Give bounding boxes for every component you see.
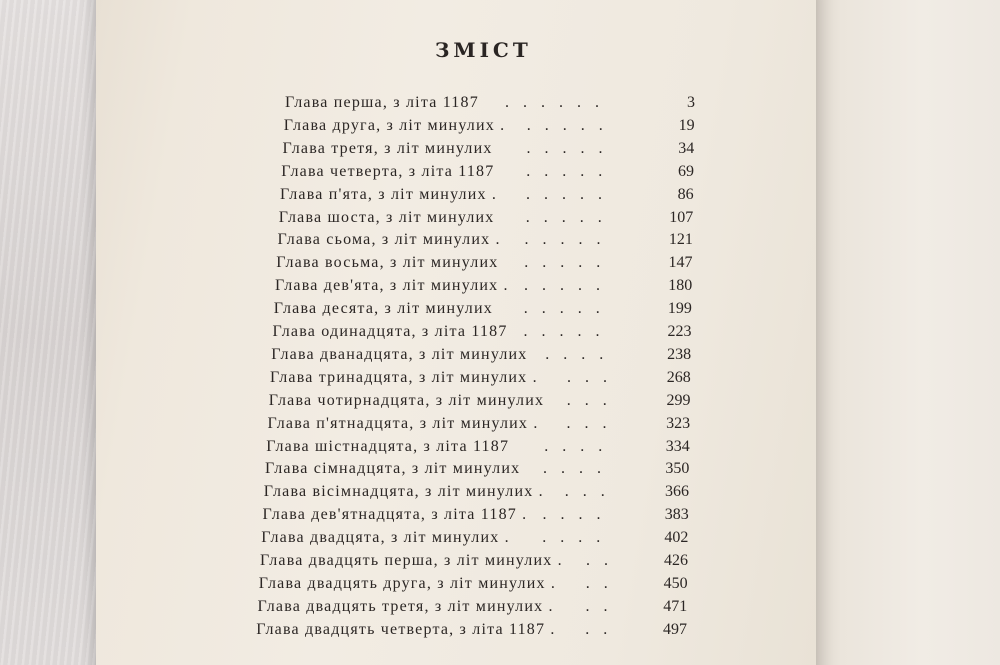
- toc-entry-page: 450: [663, 574, 688, 592]
- toc-entry: [285, 94, 695, 116]
- toc-entry-label: Глава шістнадцята, з літа 1187: [266, 437, 510, 455]
- toc-entry-page: 3: [687, 94, 695, 111]
- toc-entry: [273, 323, 692, 345]
- toc-entry: [261, 529, 688, 551]
- leader-dots: .....: [526, 185, 616, 203]
- toc-entry-label: Глава третя, з літ минулих: [282, 139, 493, 157]
- toc-entry: [274, 300, 692, 322]
- toc-entry-label: Глава дев'ята, з літ минулих .: [275, 277, 509, 295]
- toc-entry-page: 268: [666, 368, 691, 386]
- leader-dots: ...: [566, 391, 621, 409]
- toc-entry: [278, 231, 693, 253]
- leader-dots: ....: [544, 437, 617, 455]
- leader-dots: ....: [545, 345, 618, 363]
- toc-entry: [259, 575, 688, 597]
- toc-entry-page: 180: [668, 277, 693, 295]
- toc-entry-page: 223: [667, 323, 692, 340]
- toc-entry: [279, 209, 694, 231]
- toc-entry-page: 350: [665, 460, 690, 478]
- toc-entry-page: 334: [665, 437, 690, 455]
- toc-entry-label: Глава сімнадцята, з літ минулих: [265, 460, 521, 478]
- leader-dots: .....: [526, 116, 617, 134]
- toc-entry-label: Глава друга, з літ минулих .: [283, 116, 506, 134]
- toc-entry-label: Глава восьма, з літ минулих: [276, 254, 499, 272]
- leader-dots: .....: [523, 323, 614, 340]
- toc-entry: [266, 438, 690, 460]
- toc-entry: [271, 346, 691, 368]
- toc-entry-label: Глава двадцять перша, з літ минулих .: [260, 552, 563, 569]
- toc-entry-page: 86: [677, 185, 694, 203]
- toc-entry-page: 19: [678, 116, 695, 134]
- leader-dots: .....: [524, 254, 615, 272]
- toc-entry-page: 497: [662, 620, 687, 638]
- toc-entry: [276, 254, 692, 276]
- toc-entry: [263, 506, 689, 528]
- toc-entry-label: Глава двадцять третя, з літ минулих .: [257, 597, 554, 615]
- leader-dots: ...: [566, 414, 621, 432]
- leader-dots: ..: [585, 620, 622, 638]
- toc-entry: [256, 621, 687, 643]
- toc-entry-label: Глава двадцята, з літ минулих .: [261, 529, 510, 547]
- toc-entry-label: Глава п'ятнадцята, з літ минулих .: [267, 414, 539, 432]
- leader-dots: .....: [523, 300, 614, 318]
- toc-entry-label: Глава дев'ятнадцята, з літа 1187 .: [262, 506, 528, 524]
- toc-entry-page: 121: [668, 231, 693, 249]
- toc-entry-page: 69: [677, 162, 694, 180]
- toc-entry: [260, 552, 688, 574]
- toc-entry-page: 323: [666, 414, 691, 432]
- toc-entry-label: Глава сьома, з літ минулих .: [277, 231, 501, 249]
- toc-entry-page: 426: [664, 552, 688, 569]
- toc-entry: [283, 140, 695, 162]
- leader-dots: ...: [567, 368, 621, 386]
- toc-entry-label: Глава четверта, з літа 1187: [281, 162, 495, 180]
- toc-entry-page: 238: [667, 345, 692, 363]
- leader-dots: .....: [526, 162, 617, 180]
- leader-dots: .....: [526, 139, 617, 157]
- toc-entry-page: 402: [664, 529, 689, 547]
- toc-entry: [265, 460, 689, 482]
- toc-entry-page: 34: [678, 139, 695, 157]
- toc-entry-page: 147: [668, 254, 693, 272]
- toc-entry: [258, 598, 688, 620]
- toc-entry-label: Глава перша, з літа 1187: [285, 94, 479, 111]
- toc-entry: [281, 163, 694, 185]
- toc-entry-page: 383: [664, 506, 689, 524]
- leader-dots: ....: [543, 460, 615, 478]
- toc-entry-page: 471: [663, 597, 688, 615]
- leader-dots: ..: [586, 552, 622, 569]
- leader-dots: ....: [542, 529, 615, 547]
- toc-entry-page: 299: [666, 391, 691, 409]
- toc-entry-page: 366: [665, 483, 690, 501]
- toc-entry-label: Глава двадцять друга, з літ минулих .: [258, 574, 557, 592]
- contents-title: ЗМІСТ: [435, 38, 532, 62]
- toc-entry-label: Глава чотирнадцята, з літ минулих: [268, 391, 545, 409]
- leader-dots: .....: [524, 231, 615, 249]
- toc-entry-label: Глава двадцять четверта, з літа 1187 .: [256, 620, 556, 638]
- toc-entry: [269, 392, 691, 414]
- leader-dots: .....: [525, 208, 616, 226]
- toc-entry: [268, 415, 691, 437]
- toc-entry-label: Глава десята, з літ минулих: [273, 300, 493, 318]
- leader-dots: ...: [564, 483, 619, 501]
- toc-entry-label: Глава тринадцята, з літ минулих .: [270, 368, 538, 386]
- leader-dots: ..: [585, 574, 622, 592]
- toc-entry: [284, 117, 695, 139]
- toc-entry-label: Глава вісімнадцята, з літ минулих .: [263, 483, 544, 501]
- toc-entry-page: 199: [667, 300, 692, 318]
- toc-entry-label: Глава п'ята, з літ минулих .: [280, 185, 498, 203]
- leader-dots: ......: [505, 94, 613, 111]
- toc-entry-label: Глава одинадцята, з літа 1187: [272, 323, 508, 340]
- leader-dots: ....: [542, 506, 615, 524]
- toc-entry: [280, 186, 694, 208]
- toc-entry-page: 107: [669, 208, 694, 226]
- toc-entry: [270, 369, 691, 391]
- toc-entry: [264, 483, 689, 505]
- toc-entry-label: Глава дванадцята, з літ минулих: [271, 345, 528, 363]
- leader-dots: .....: [524, 277, 614, 295]
- toc-entry-label: Глава шоста, з літ минулих: [278, 208, 495, 226]
- toc-entry: [275, 277, 692, 299]
- leader-dots: ..: [585, 597, 622, 615]
